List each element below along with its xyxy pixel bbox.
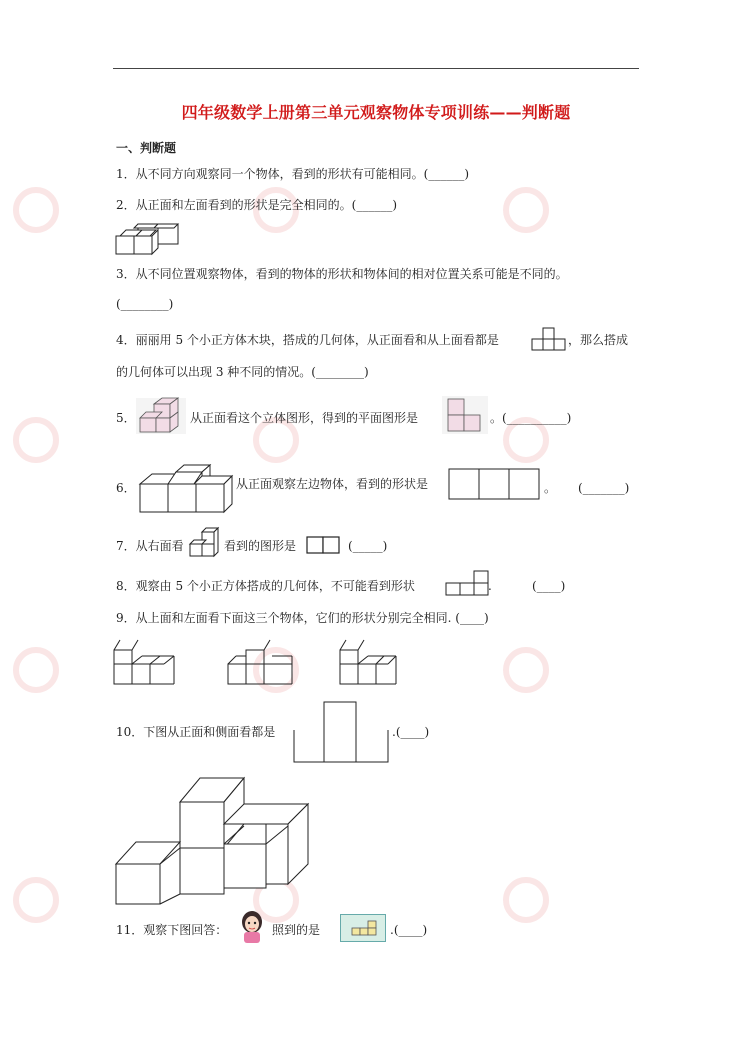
question-8-text: 8．观察由 5 个小正方体搭成的几何体，不可能看到形状 bbox=[116, 579, 415, 593]
question-7-blank: (_____) bbox=[348, 539, 388, 553]
q11-answer-shape bbox=[340, 914, 386, 942]
question-2: 2．从正面和左面看到的形状是完全相同的。(______) bbox=[116, 198, 397, 212]
question-5-text: 从正面看这个立体图形，得到的平面图形是 bbox=[190, 411, 419, 425]
question-9: 9．从上面和左面看下面这三个物体，它们的形状分别完全相同. (____) bbox=[116, 611, 489, 625]
question-7-text-a: 7．从右面看 bbox=[116, 539, 184, 553]
question-6-period: 。 bbox=[544, 481, 557, 495]
q10-solid-figure bbox=[112, 774, 314, 906]
q10-shape-figure bbox=[292, 700, 392, 764]
question-11-middle: 照到的是 bbox=[272, 923, 321, 937]
question-3-line-2: (________) bbox=[116, 297, 174, 311]
q8-shape-figure bbox=[444, 570, 490, 598]
q6-answer-shape bbox=[448, 468, 542, 500]
question-3-line-1: 3．从不同位置观察物体，看到的物体的形状和物体间的相对位置关系可能是不同的。 bbox=[116, 267, 568, 281]
watermark-logo-icon bbox=[10, 150, 130, 270]
question-4-line-2: 的几何体可以出现 3 种不同的情况。(________) bbox=[116, 365, 369, 379]
section-heading: 一、判断题 bbox=[116, 141, 177, 155]
question-10-blank: .(____) bbox=[392, 725, 430, 739]
question-1: 1．从不同方向观察同一个物体，看到的形状有可能相同。(______) bbox=[116, 167, 470, 181]
question-7-text-b: 看到的图形是 bbox=[224, 539, 297, 553]
question-11-text: 11．观察下图回答： bbox=[116, 923, 228, 937]
q9-objects-figure bbox=[112, 638, 412, 688]
question-5-blank: 。(__________) bbox=[490, 411, 572, 425]
q2-cubes-figure bbox=[116, 222, 186, 258]
q7-answer-shape bbox=[306, 536, 342, 556]
q4-shape-figure bbox=[532, 327, 566, 353]
question-6-text: 从正面观察左边物体，看到的形状是 bbox=[236, 477, 429, 491]
question-11-blank: .(____) bbox=[390, 923, 428, 937]
q7-solid-figure bbox=[188, 528, 220, 558]
page-title: 四年级数学上册第三单元观察物体专项训练——判断题 bbox=[181, 103, 571, 122]
watermark-logo-icon bbox=[500, 150, 620, 270]
question-10-text: 10．下图从正面和侧面看都是 bbox=[116, 725, 276, 739]
watermark-logo-icon bbox=[500, 610, 620, 730]
question-4-line-1a: 4．丽丽用 5 个小正方体木块，搭成的几何体，从正面看和从上面看都是 bbox=[116, 333, 499, 347]
watermark-logo-icon bbox=[10, 380, 130, 500]
watermark-logo-icon bbox=[500, 840, 620, 960]
question-8-blank: (____) bbox=[532, 579, 566, 593]
question-4-line-1b: ，那么搭成 bbox=[568, 333, 629, 347]
question-6-blank: (_______) bbox=[578, 481, 630, 495]
q5-answer-shape bbox=[442, 396, 488, 434]
girl-avatar-icon bbox=[238, 910, 266, 944]
question-5-number: 5． bbox=[116, 411, 136, 425]
header-rule bbox=[113, 68, 639, 69]
q6-solid-figure bbox=[138, 464, 234, 514]
question-6-number: 6． bbox=[116, 481, 136, 495]
question-8-period: . bbox=[488, 579, 492, 593]
q5-solid-figure bbox=[136, 398, 186, 434]
